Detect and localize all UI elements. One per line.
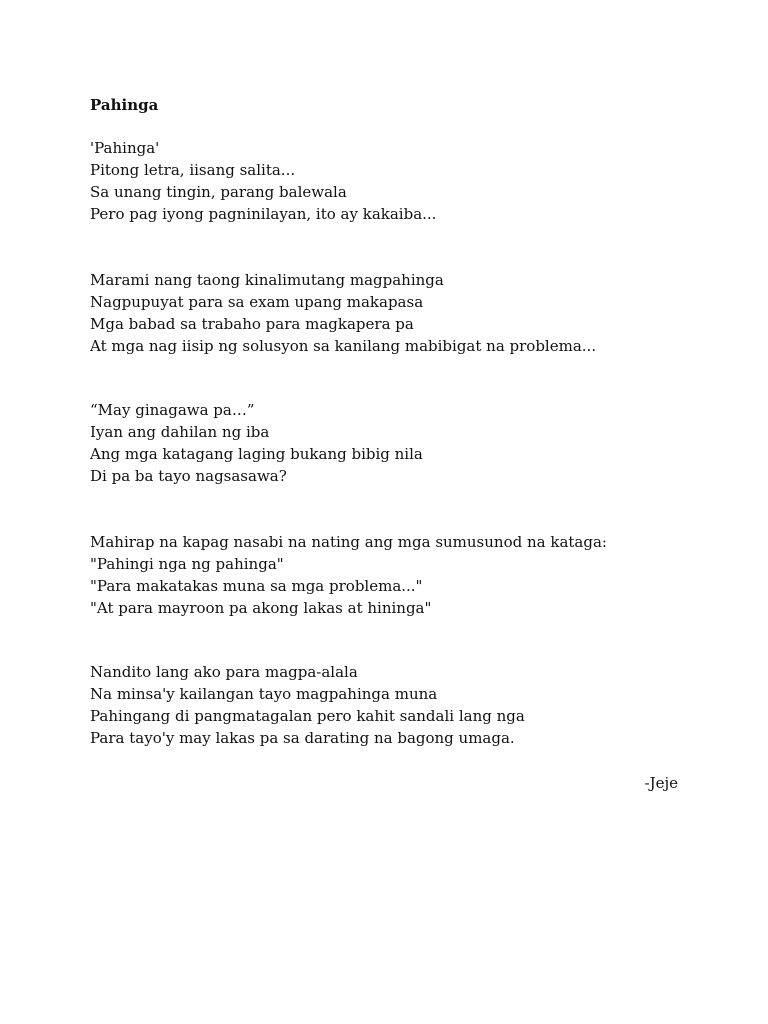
poem-line: Sa unang tingin, parang balewala <box>90 183 347 201</box>
poem-line: Nandito lang ako para magpa-alala <box>90 663 358 681</box>
poem-line: Pitong letra, iisang salita... <box>90 161 296 179</box>
poem-line: 'Pahinga' <box>90 139 160 157</box>
poem-line: Para tayo'y may lakas pa sa darating na bagong umaga. <box>90 729 515 747</box>
poem-line: "Pahingi nga ng pahinga" <box>90 555 284 573</box>
poem-line: Marami nang taong kinalimutang magpahinga <box>90 271 444 289</box>
poem-line: Iyan ang dahilan ng iba <box>90 423 270 441</box>
poem-author: -Jeje <box>644 774 678 792</box>
poem-line: “May ginagawa pa…” <box>90 401 255 419</box>
poem-line: Ang mga katagang laging bukang bibig nila <box>90 445 423 463</box>
poem-line: Nagpupuyat para sa exam upang makapasa <box>90 293 424 311</box>
poem-line: "Para makatakas muna sa mga problema..." <box>90 577 423 595</box>
poem-line: Mahirap na kapag nasabi na nating ang mga sumusunod na kataga: <box>90 533 607 551</box>
poem-line: Pero pag iyong pagninilayan, ito ay kakaiba... <box>90 205 437 223</box>
stanza-4 <box>90 531 607 619</box>
poem-line: Di pa ba tayo nagsasawa? <box>90 467 287 485</box>
poem-line: Na minsa'y kailangan tayo magpahinga muna <box>90 685 438 703</box>
poem-line: Mga babad sa trabaho para magkapera pa <box>90 315 414 333</box>
poem-line: Pahingang di pangmatagalan pero kahit sandali lang nga <box>90 707 525 725</box>
stanza-3 <box>90 399 423 487</box>
poem-title: Pahinga <box>90 96 159 114</box>
poem-line: At mga nag iisip ng solusyon sa kanilang mabibigat na problema... <box>90 337 597 355</box>
stanza-5 <box>90 661 525 749</box>
stanza-1 <box>90 137 436 225</box>
poem-line: "At para mayroon pa akong lakas at hininga" <box>90 599 432 617</box>
stanza-2 <box>90 269 596 357</box>
